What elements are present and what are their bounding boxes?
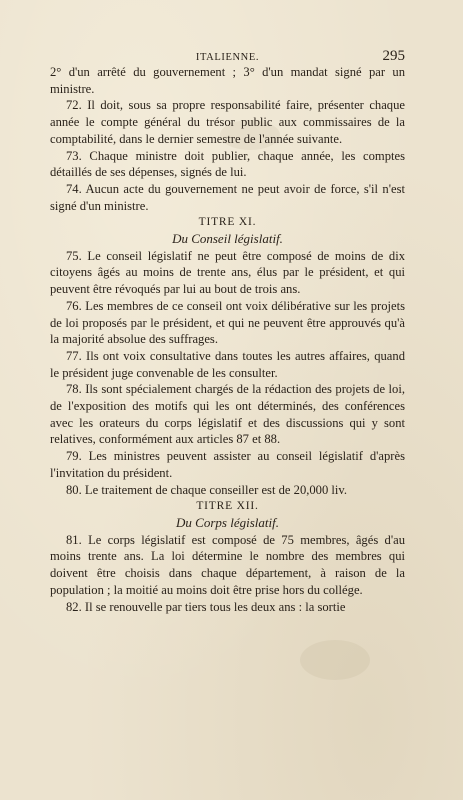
article-81: 81. Le corps législatif est composé de 75 membres, âgés d'au moins trente ans. La loi détermine le nombre des membres qui doivent être choisis dans chaque département, à raison de la population ; la moitié au moins doit être prise hors du collége. xyxy=(50,532,405,597)
article-73: 73. Chaque ministre doit publier, chaque année, les comptes détaillés de ses dépenses, signés de lui. xyxy=(50,148,405,180)
article-76: 76. Les membres de ce conseil ont voix délibérative sur les projets de loi proposés par le président, et qui ne peuvent être approuvés qu'à la majorité absolue des suffrages. xyxy=(50,298,405,347)
running-title: ITALIENNE. xyxy=(195,52,260,63)
article-78: 78. Ils sont spécialement chargés de la rédaction des projets de loi, de l'exposition des motifs qui les ont déterminés, des conférences avec les orateurs du corps législatif et des discussions qui y sont relatives, conformément aux articles 87 et 88. xyxy=(50,382,405,447)
section-subtitle-xii: Du Corps législatif. xyxy=(176,514,279,530)
article-74: 74. Aucun acte du gouvernement ne peut avoir de force, s'il n'est signé d'un ministre. xyxy=(50,181,405,213)
article-80: 80. Le traitement de chaque conseiller est de 20,000 liv. xyxy=(66,482,348,497)
paragraph-continuation: 2° d'un arrêté du gouvernement ; 3° d'un mandat signé par un ministre. xyxy=(50,65,405,96)
article-82: 82. Il se renouvelle par tiers tous les deux ans : la sortie xyxy=(66,599,346,614)
text-block xyxy=(50,64,405,615)
paper-stain xyxy=(300,640,370,680)
article-75: 75. Le conseil législatif ne peut être composé de moins de dix citoyens âgés au moins de trente ans, élus par le président, et qui peuvent être révoqués par lui au bout de trois ans. xyxy=(50,248,405,297)
article-79: 79. Les ministres peuvent assister au conseil législatif d'après l'invitation du président. xyxy=(50,449,405,480)
page-number: 295 xyxy=(382,48,405,64)
article-77: 77. Ils ont voix consultative dans toutes les autres affaires, quand le président juge convenable de les consulter. xyxy=(50,348,405,380)
section-title-xii: TITRE XII. xyxy=(196,500,259,513)
article-72: 72. Il doit, sous sa propre responsabilité faire, présenter chaque année le compte général du trésor public aux commissaires de la comptabilité, dans le dernier semestre de l'année suivante. xyxy=(50,98,405,146)
section-subtitle-xi: Du Conseil législatif. xyxy=(172,231,283,247)
section-title-xi: TITRE XI. xyxy=(198,216,257,229)
